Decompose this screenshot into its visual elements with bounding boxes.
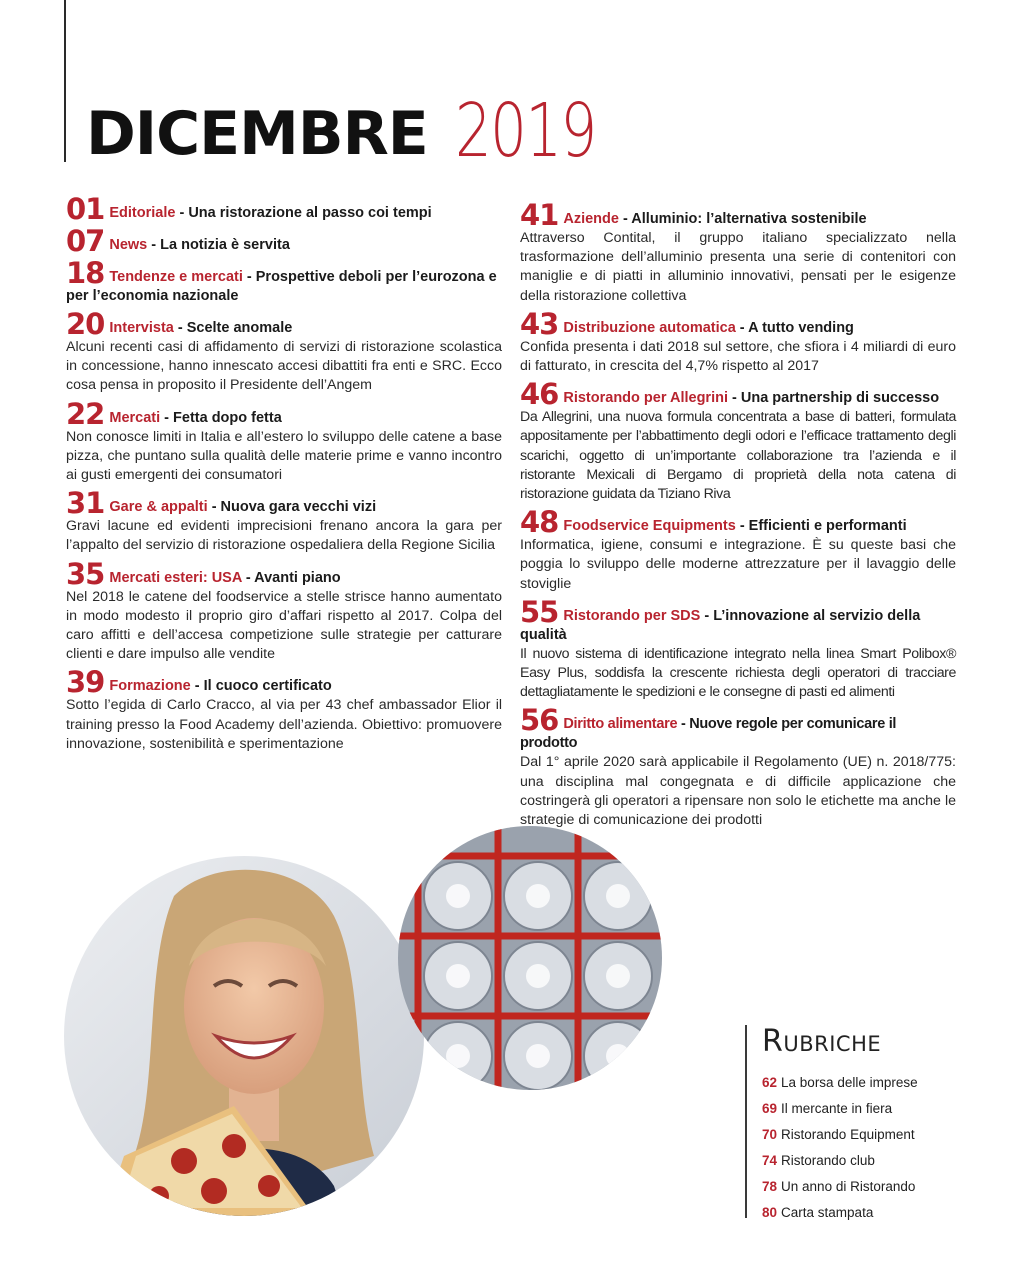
page-number: 39 <box>66 665 105 700</box>
section-name: Distribuzione automatica <box>563 319 736 336</box>
article-title: - Fetta dopo fetta <box>160 409 282 426</box>
toc-entry[interactable] <box>520 505 956 594</box>
page-number: 70 <box>762 1127 778 1142</box>
rubrica-label: Un anno di Ristorando <box>781 1179 916 1194</box>
page-number: 55 <box>520 594 559 629</box>
article-summary: Gravi lacune ed evidenti imprecisioni frenano ancora la gara per l’appalto del servizio di ristorazione ospedaliera della Regione Sicilia <box>66 518 502 554</box>
toc-entry[interactable] <box>66 224 502 258</box>
rubrica-label: Ristorando club <box>781 1153 875 1168</box>
rubrica-label: Carta stampata <box>781 1205 874 1220</box>
toc-entry[interactable] <box>520 703 956 830</box>
rubriche-title: Rubriche <box>762 1024 882 1059</box>
rubrica-label: Il mercante in fiera <box>781 1101 893 1116</box>
section-name: Mercati esteri: USA <box>109 569 242 586</box>
page-number: 31 <box>66 486 105 521</box>
rubrica-item[interactable] <box>762 1096 918 1122</box>
rubrica-label: Ristorando Equipment <box>781 1127 915 1142</box>
section-name: Aziende <box>563 211 619 227</box>
toc-entry[interactable] <box>520 198 956 306</box>
article-title: - Una ristorazione al passo coi tempi <box>175 205 432 221</box>
section-name: Ristorando per Allegrini <box>563 390 728 407</box>
toc-entry[interactable] <box>520 377 956 504</box>
article-summary: Informatica, igiene, consumi e integrazione. È su queste basi che poggia lo sviluppo delle moderne attrezzature per il lavaggio delle stoviglie <box>520 537 956 592</box>
rubrica-item[interactable] <box>762 1070 918 1096</box>
rubriche-list <box>762 1070 918 1226</box>
toc-entry[interactable] <box>66 665 502 754</box>
page-number: 22 <box>66 396 105 431</box>
section-name: Tendenze e mercati <box>109 269 243 285</box>
section-name: Gare & appalti <box>109 499 208 516</box>
page-number: 41 <box>520 198 559 232</box>
article-title: - Alluminio: l’alternativa sostenibile <box>618 211 867 227</box>
article-summary: Confida presenta i dati 2018 sul settore, che sfiora i 4 miliardi di euro di fatturato, in crescita del 4,7% rispetto al 2017 <box>520 338 956 375</box>
article-summary: Il nuovo sistema di identificazione integrato nella linea Smart Polibox® Easy Plus, soddisfa la crescente richiesta degli operatori di tracciare dettagliatamente le spedizioni e le consegne di pasti ed alimenti <box>520 645 956 701</box>
article-title: - Avanti piano <box>241 569 341 586</box>
pizza-woman-photo <box>64 856 424 1216</box>
toc-entry[interactable] <box>520 306 956 376</box>
article-summary: Da Allegrini, una nuova formula concentrata a base di batteri, formulata appositamente per l’abbattimento degli odori e l’efficace trattamento degli scarichi, oggetto di un’importante collaborazione tra l’azienda e il ristorante Mexicali di Bergamo di proprietà della nota catena di ristorazione guidata da Tiziano Riva <box>520 409 956 503</box>
page-number: 46 <box>520 377 559 412</box>
glassware-rack-photo <box>398 826 662 1090</box>
article-title: - L’innovazione al servizio della qualità <box>520 607 921 643</box>
rubrica-item[interactable] <box>762 1148 918 1174</box>
page-number: 20 <box>66 307 105 341</box>
article-title: - Prospettive deboli per l’eurozona e per l’economia nazionale <box>66 269 497 304</box>
article-summary: Sotto l’egida di Carlo Cracco, al via per 43 chef ambassador Elior il training presso la Food Academy dell’azienda. Obiettivo: promuovere innovazione, sostenibilità e sperimentazione <box>66 697 502 752</box>
rubrica-label: La borsa delle imprese <box>781 1075 918 1090</box>
toc-right-column <box>520 198 956 839</box>
rubriche-rule <box>745 1025 747 1218</box>
article-title: - A tutto vending <box>735 319 854 336</box>
article-title: - La notizia è servita <box>147 237 290 253</box>
page-number: 43 <box>520 306 559 341</box>
article-title: - Nuove regole per comunicare il prodotto <box>520 716 897 752</box>
article-summary: Alcuni recenti casi di affidamento di servizi di ristorazione scolastica in concessione, hanno innescato accesi dibattiti fra enti e SRC. Ecco cosa pensa in proposito il Presidente dell’Angem <box>66 339 502 394</box>
article-summary: Non conosce limiti in Italia e all’estero lo sviluppo delle catene a base pizza, che puntano sulla qualità delle materie prime e vanno incontro ai gusti emergenti dei consumatori <box>66 428 502 484</box>
page-number: 69 <box>762 1101 778 1116</box>
section-name: Ristorando per SDS <box>563 607 701 624</box>
section-name: Formazione <box>109 678 191 695</box>
section-name: News <box>109 237 148 253</box>
article-summary: Attraverso Contital, il gruppo italiano specializzato nella trasformazione dell’alluminio presenta una serie di contenitori con maniglie e di piatti in alluminio innovativi, pensati per le esigenze della ristorazione collettiva <box>520 230 956 304</box>
article-summary: Nel 2018 le catene del foodservice a stelle strisce hanno aumentato in modo modesto il proprio giro d’affari rispetto al 2017. Colpa del caro affitti e dell’accesa competizione sulle strategie per catturare clienti e dare impulso alle vendite <box>66 588 502 663</box>
section-name: Editoriale <box>109 205 176 221</box>
page-number: 01 <box>66 192 105 226</box>
page-number: 80 <box>762 1205 778 1220</box>
rubrica-item[interactable] <box>762 1174 918 1200</box>
page-number: 62 <box>762 1075 778 1090</box>
page-number: 18 <box>66 256 105 290</box>
toc-entry[interactable] <box>520 594 956 703</box>
page-number: 48 <box>520 505 559 540</box>
page-number: 35 <box>66 556 105 591</box>
page-number: 56 <box>520 703 559 738</box>
section-name: Intervista <box>109 320 174 336</box>
rubrica-item[interactable] <box>762 1122 918 1148</box>
issue-month: DICEMBRE <box>86 99 428 169</box>
rubrica-item[interactable] <box>762 1200 918 1226</box>
toc-left-column <box>66 192 502 763</box>
article-summary: Dal 1° aprile 2020 sarà applicabile il Regolamento (UE) n. 2018/775: una disciplina mal congegnata e di difficile applicazione che costringerà gli operatori a ripensare non solo le etichette ma anche le strategie di comunicazione dei prodotti <box>520 754 956 829</box>
toc-entry[interactable] <box>66 307 502 396</box>
issue-year: 2019 <box>455 88 596 174</box>
page-number: 74 <box>762 1153 778 1168</box>
header-rule <box>64 0 66 162</box>
section-name: Diritto alimentare <box>563 716 678 733</box>
article-title: - Scelte anomale <box>173 320 293 336</box>
toc-entry[interactable] <box>66 192 502 226</box>
page-number: 07 <box>66 224 105 258</box>
article-title: - Nuova gara vecchi vizi <box>207 499 377 516</box>
toc-entry[interactable] <box>66 556 502 665</box>
article-title: - Efficienti e performanti <box>735 518 907 535</box>
section-name: Foodservice Equipments <box>563 518 736 535</box>
article-title: - Una partnership di successo <box>727 390 940 407</box>
article-title: - Il cuoco certificato <box>190 678 332 695</box>
page-number: 78 <box>762 1179 778 1194</box>
section-name: Mercati <box>109 409 161 426</box>
toc-entry[interactable] <box>66 396 502 486</box>
toc-entry[interactable] <box>66 256 502 306</box>
toc-entry[interactable] <box>66 486 502 555</box>
